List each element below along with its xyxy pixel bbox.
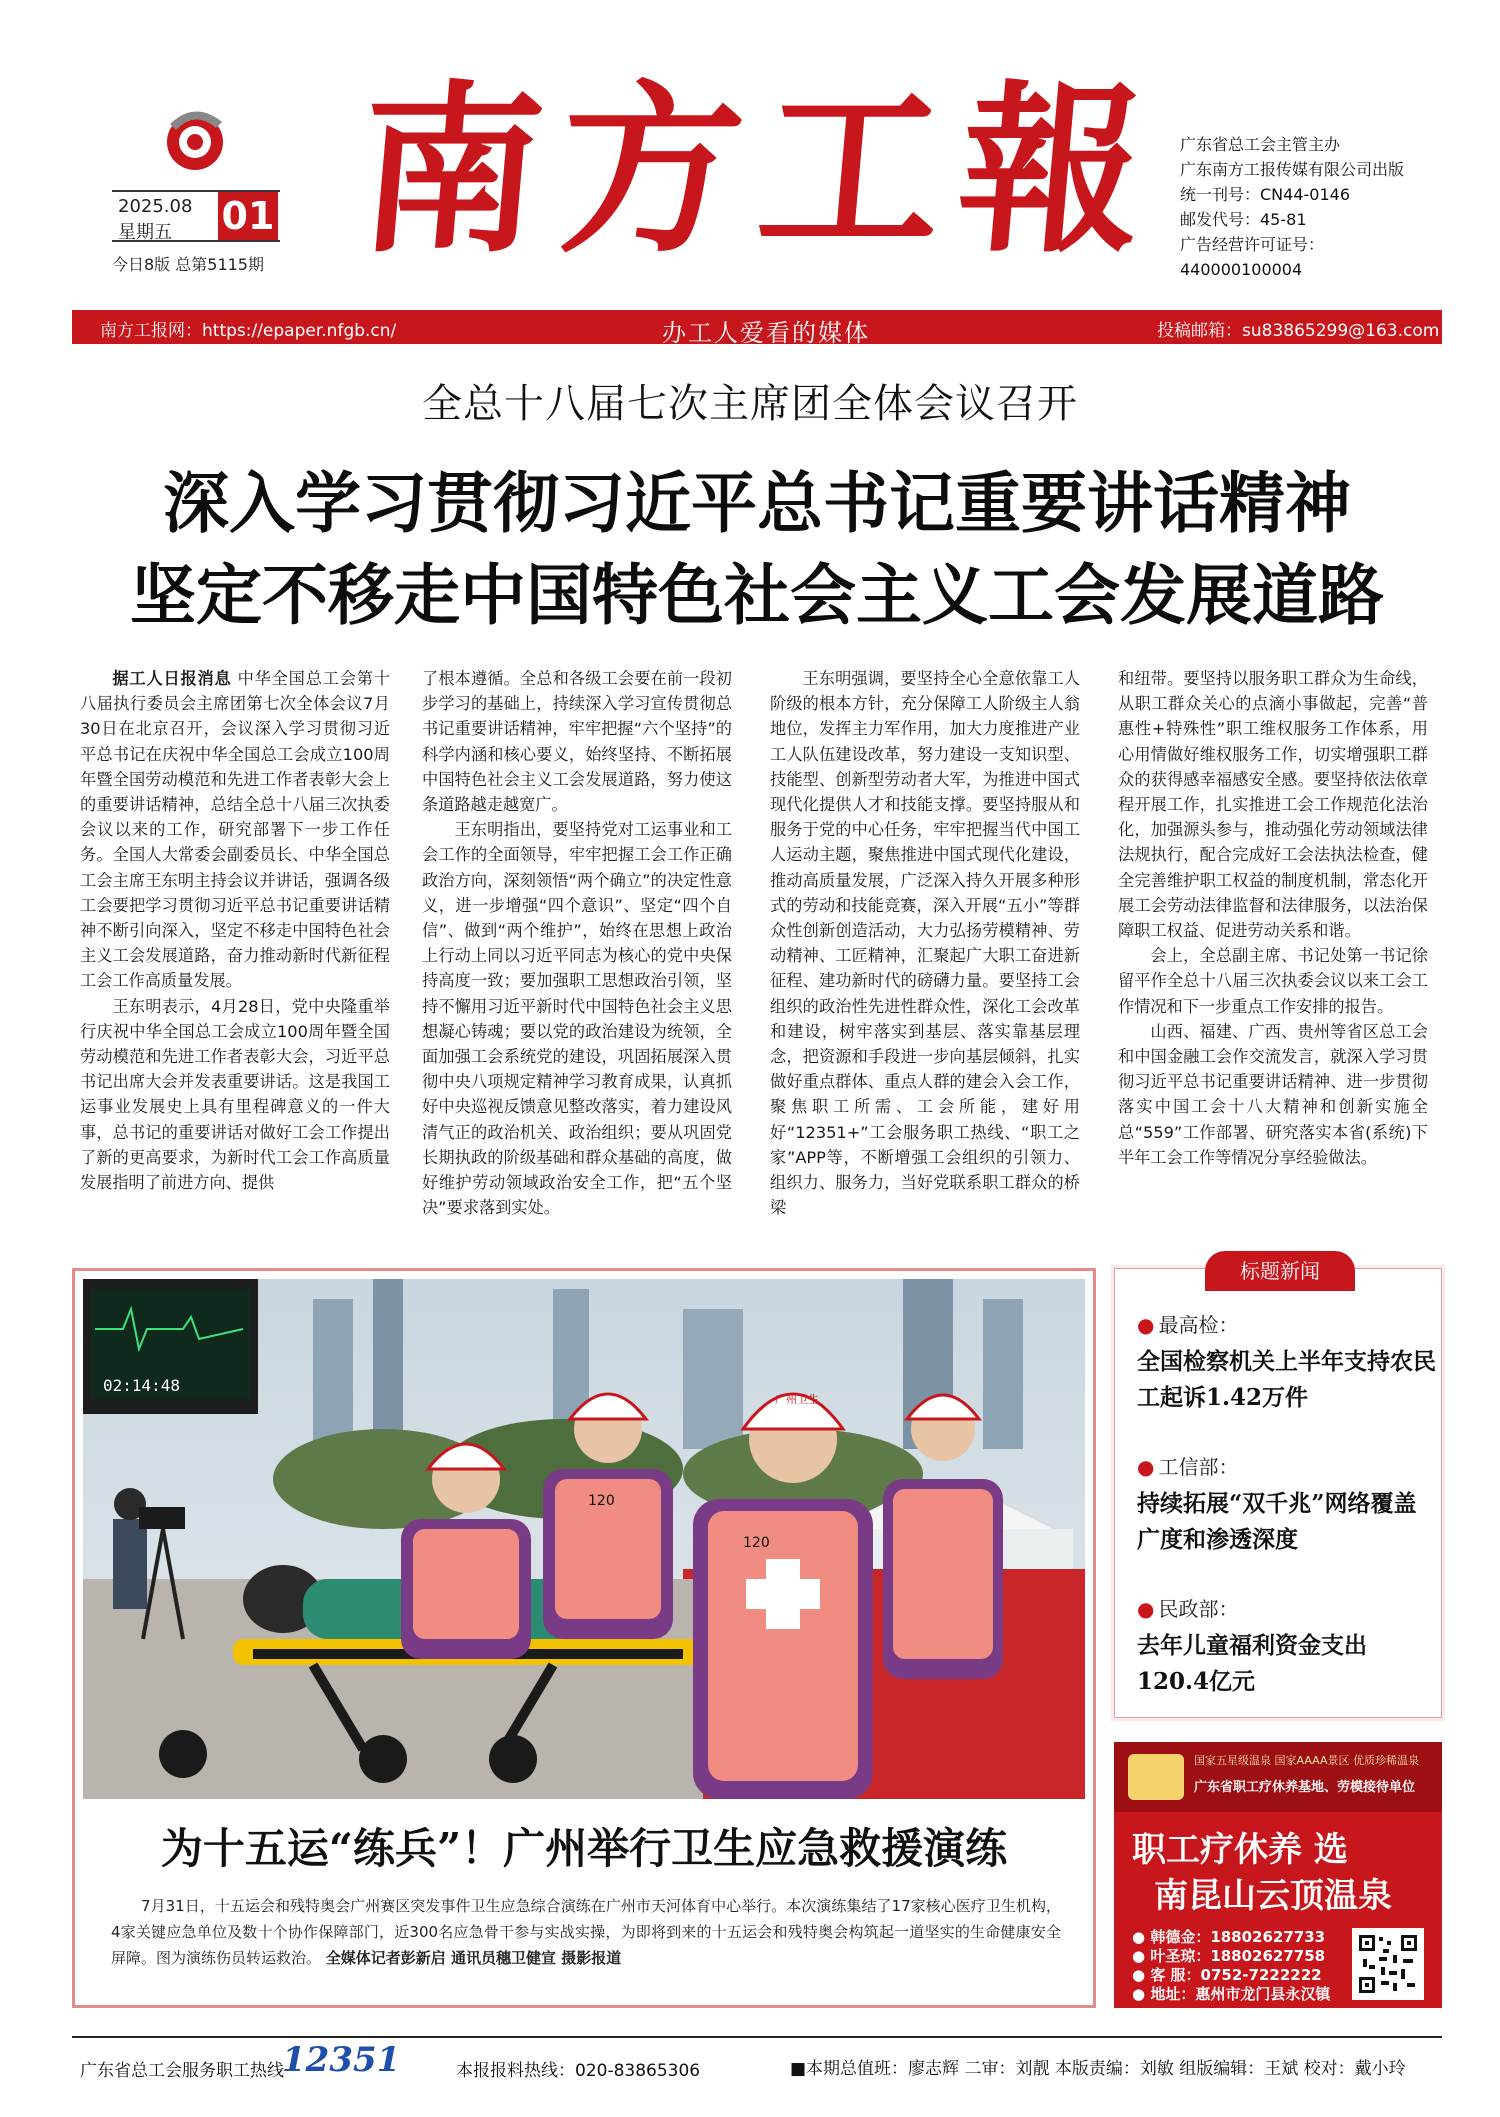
article-paragraph: 王东明强调，要坚持全心全意依靠工人阶级的根本方针，充分保障工人阶级主人翁地位，发挥主力军作用，加大力度推进产业工人队伍建设改革，努力建设一支知识型、技能型、创新型劳动者大军，为推进中国式现代化提供人才和技能支撑。要坚持服从和服务于党的中心任务，牢牢把握当代中国工人运动主题，聚焦推进中国式现代化建设，推动高质量发展，广泛深入持久开展多种形式的劳动和技能竞赛，深入开展“五小”等群众性创新创造活动，大力弘扬劳模精神、劳动精神、工匠精神，汇聚起广大职工奋进新征程、建功新时代的磅礴力量。要坚持工会组织的政治性先进性群众性，深化工会改革和建设，树牢落实到基层、落实靠基层理念，把资源和手段进一步向基层倾斜，扎实做好重点群体、重点人群的建会入会工作，聚焦职工所需、工会所能，建好用好“12351+”工会服务职工热线、“职工之家”APP等，不断增强工会组织的引领力、组织力、服务力，当好党联系职工群众的桥梁 xyxy=(770,669,1080,1218)
publisher-line: 邮发代号：45-81 xyxy=(1180,210,1307,229)
ad-title-line-2: 南昆山云顶温泉 xyxy=(1154,1876,1392,1916)
hotline-number-logo: 12351 xyxy=(282,2040,401,2080)
news-source-label: 工信部： xyxy=(1158,1455,1239,1479)
news-text: 去年儿童福利资金支出120.4亿元 xyxy=(1137,1632,1367,1695)
news-text: 全国检察机关上半年支持农民工起诉1.42万件 xyxy=(1137,1348,1436,1411)
issue-weekday: 星期五 xyxy=(118,222,172,243)
photo-description-text: 7月31日，十五运会和残特奥会广州赛区突发事件卫生应急综合演练在广州市天河体育中心举行。本次演练集结了17家核心医疗卫生机构，4家关键应急单位及数十个协作保障部门，近300名应急骨干参与实战实操，为即将到来的十五运会和残特奥会构筑起一道坚实的生命健康安全屏障。图为演练伤员转运救治。 xyxy=(111,1897,1061,1967)
ad-tagline: 国家五星级温泉 国家AAAA景区 优质珍稀温泉 xyxy=(1194,1754,1420,1767)
lead-headline-2: 坚定不移走中国特色社会主义工会发展道路 xyxy=(130,556,1384,634)
vest-number-right: 120 xyxy=(743,1535,770,1551)
hotline-label: 广东省总工会服务职工热线 xyxy=(80,2061,284,2081)
news-source xyxy=(1137,1309,1437,1338)
footer-rule xyxy=(72,2036,1442,2038)
photo-headline: 为十五运“练兵”！广州举行卫生应急救援演练 xyxy=(160,1824,1008,1873)
photo-credit: 全媒体记者彭新启 通讯员穗卫健宣 摄影报道 xyxy=(325,1949,622,1967)
article-column-3 xyxy=(770,666,1080,1220)
ad-title-line-1: 职工疗休养 选 xyxy=(1132,1830,1348,1870)
issue-summary: 今日8版 总第5115期 xyxy=(112,255,264,274)
publisher-line: 广东省总工会主管主办 xyxy=(1180,135,1341,154)
publisher-line: 广东南方工报传媒有限公司出版 xyxy=(1180,160,1405,179)
publisher-line: 广告经营许可证号： xyxy=(1180,235,1325,254)
editorial-staff: ■本期总值班：廖志辉 二审：刘靓 本版责编：刘敏 组版编辑：王斌 校对：戴小玲 xyxy=(790,2059,1406,2079)
photo-description xyxy=(111,1893,1061,1971)
contact-text: 地址：惠州市龙门县永汉镇 xyxy=(1150,1985,1331,2003)
issue-date-box xyxy=(112,190,280,242)
vest-number-left: 120 xyxy=(588,1493,615,1509)
newspaper-logo-emblem-icon xyxy=(160,104,230,176)
article-paragraph xyxy=(80,666,390,994)
slogan: 办工人爱看的媒体 xyxy=(662,319,870,347)
news-text: 持续拓展“双千兆”网络覆盖广度和渗透深度 xyxy=(1137,1490,1417,1553)
emergency-drill-photo xyxy=(83,1279,1085,1799)
newspaper-title: 南方工報 xyxy=(350,63,1170,277)
report-hotline: 本报报料热线：020-83865306 xyxy=(456,2061,701,2081)
publisher-line: 440000100004 xyxy=(1180,260,1303,279)
ad-contact-line: ● 地址：惠州市龙门县永汉镇 xyxy=(1132,1985,1331,2003)
photo-story xyxy=(72,1268,1096,2008)
article-paragraph: 王东明指出，要坚持党对工运事业和工会工作的全面领导，牢牢把握工会工作正确政治方向，深刻领悟“两个确立”的决定性意义，进一步增强“四个意识”、坚定“四个自信”、做到“两个维护”，始终在思想上政治上行动上同以习近平同志为核心的党中央保持高度一致；要加强职工思想政治引领，坚持不懈用习近平新时代中国特色社会主义思想凝心铸魂；要以党的政治建设为统领，全面加强工会系统党的建设，巩固拓展深入贯彻中央八项规定精神学习教育成果，认真抓好中央巡视反馈意见整改落实，着力建设风清气正的政治机关、政治组织；要从巩固党长期执政的阶级基础和群众基础的高度，做好维护劳动领域政治安全工作，把“五个坚决”要求落到实处。 xyxy=(422,820,732,1218)
monitor-timer: 02:14:48 xyxy=(103,1376,181,1395)
lead-kicker: 全总十八届七次主席团全体会议召开 xyxy=(422,381,1078,427)
article-column-4 xyxy=(1118,666,1428,1170)
bullet-dot-icon: ● xyxy=(1137,1597,1155,1621)
ad-contact-line: ● 韩德金：18802627733 xyxy=(1132,1928,1326,1946)
publisher-info xyxy=(1180,132,1470,282)
news-item[interactable] xyxy=(1137,1451,1437,1558)
paragraph-text: 中华全国总工会第十八届执行委员会主席团第七次全体会议7月30日在北京召开，会议深入学习贯彻习近平总书记在庆祝中华全国总工会成立100周年暨全国劳动模范和先进工作者表彰大会上的重要讲话精神，总结全总十八届三次执委会议以来的工作，研究部署下一步工作任务。全国人大常委会副委员长、中华全国总工会主席王东明主持会议并讲话，强调各级工会要把学习贯彻习近平总书记重要讲话精神不断引向深入，坚定不移走中国特色社会主义工会发展道路，奋力推动新时代新征程工会工作高质量发展。 xyxy=(80,669,391,991)
article-paragraph: 会上，全总副主席、书记处第一书记徐留平作全总十八届三次执委会议以来工会工作情况和下一步重点工作安排的报告。 xyxy=(1118,946,1428,1016)
masthead-band xyxy=(72,310,1442,347)
bullet-dot-icon: ● xyxy=(1137,1455,1155,1479)
article-paragraph: 山西、福建、广西、贵州等省区总工会和中国金融工会作交流发言，就深入学习贯彻习近平总书记重要讲话精神、进一步贯彻落实中国工会十八大精神和创新实施全总“559”工作部署、研究落实本省(系统)下半年工会工作等情况分享经验做法。 xyxy=(1118,1021,1428,1167)
publisher-line: 统一刊号：CN44-0146 xyxy=(1180,185,1350,204)
news-source-label: 最高检： xyxy=(1158,1313,1239,1337)
photo-illustration xyxy=(83,1279,1085,1799)
article-paragraph: 王东明表示，4月28日，党中央隆重举行庆祝中华全国总工会成立100周年暨全国劳动模范和先进工作者表彰大会，习近平总书记出席大会并发表重要讲话。这是我国工运事业发展史上具有里程碑意义的一件大事，总书记的重要讲话对做好工会工作提出了新的更高要求，为新时代工会工作高质量发展指明了前进方向、提供 xyxy=(80,996,390,1193)
contact-text: 客 服：0752-7222222 xyxy=(1150,1966,1322,1984)
website-link[interactable]: 南方工报网：https://epaper.nfgb.cn/ xyxy=(100,321,397,341)
ad-contact-line: ● 叶圣琼：18802627758 xyxy=(1132,1947,1326,1965)
article-column-2 xyxy=(422,666,732,1220)
headline-news-box xyxy=(1114,1259,1442,1718)
lead-headline-1: 深入学习贯彻习近平总书记重要讲话精神 xyxy=(163,464,1351,542)
ad-contact-line: ● 客 服：0752-7222222 xyxy=(1132,1966,1322,1984)
hot-spring-advertisement[interactable] xyxy=(1114,1742,1442,2008)
submission-email[interactable]: 投稿邮箱：su83865299@163.com xyxy=(1157,321,1440,341)
news-item[interactable] xyxy=(1137,1309,1437,1416)
article-paragraph: 和纽带。要坚持以服务职工群众为生命线，从职工群众关心的点滴小事做起，完善“普惠性+特殊性”职工维权服务工作体系，用心用情做好维权服务工作，切实增强职工群众的获得感幸福感安全感。要坚持依法依章程开展工作，扎实推进工会工作规范化法治化，加强源头参与，推动强化劳动领域法律法规执行，配合完成好工会法执法检查，健全完善维护职工权益的制度机制，常态化开展工会劳动法律监督和法律服务，以法治保障职工权益、促进劳动关系和谐。 xyxy=(1118,669,1428,941)
news-source xyxy=(1137,1451,1437,1480)
resort-logo-icon xyxy=(1128,1754,1184,1800)
qr-code-icon[interactable] xyxy=(1352,1928,1424,2000)
news-source xyxy=(1137,1593,1437,1622)
helmet-text: 广州卫生 xyxy=(775,1393,819,1406)
ad-contacts xyxy=(1132,1928,1330,2004)
byline: 据工人日报消息 xyxy=(112,669,232,688)
news-item[interactable] xyxy=(1137,1593,1437,1700)
headline-news-tab: 标题新闻 xyxy=(1205,1251,1355,1291)
page-number: 01 xyxy=(218,192,278,240)
article-paragraph: 了根本遵循。全总和各级工会要在前一段初步学习的基础上，持续深入学习宣传贯彻总书记重要讲话精神，牢牢把握“六个坚持”的科学内涵和核心要义，始终坚持、不断拓展中国特色社会主义工会发展道路，努力使这条道路越走越宽广。 xyxy=(422,669,732,815)
ad-subtitle: 广东省职工疗休养基地、劳模接待单位 xyxy=(1194,1780,1416,1795)
contact-text: 叶圣琼：18802627758 xyxy=(1150,1947,1326,1965)
issue-date: 2025.08 xyxy=(118,196,193,217)
bullet-dot-icon: ● xyxy=(1137,1313,1155,1337)
contact-text: 韩德金：18802627733 xyxy=(1150,1928,1326,1946)
article-column-1 xyxy=(80,666,390,1195)
news-source-label: 民政部： xyxy=(1158,1597,1239,1621)
